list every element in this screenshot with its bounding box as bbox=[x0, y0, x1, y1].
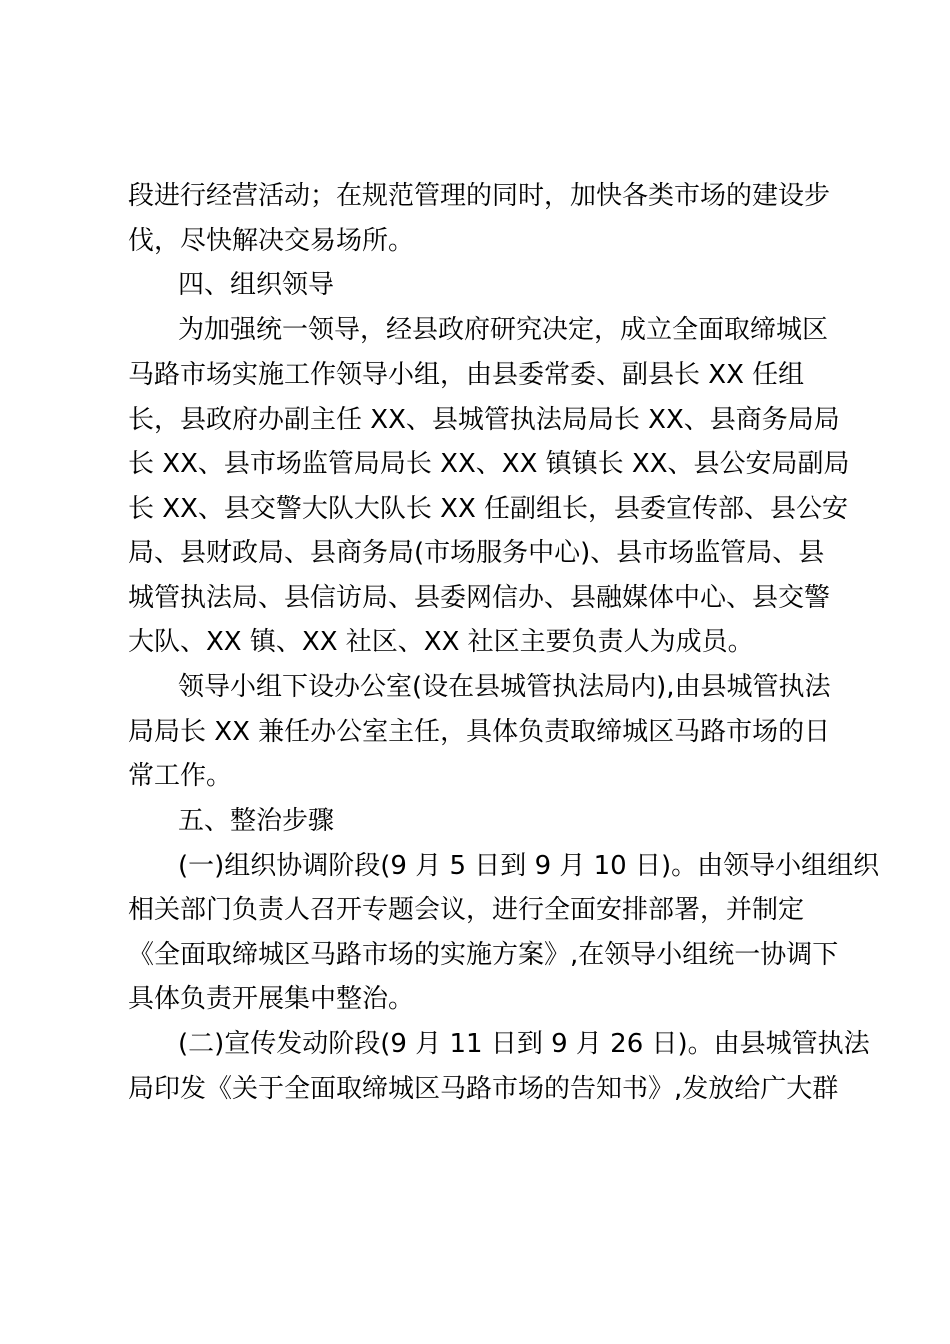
text-line: 段进行经营活动；在规范管理的同时，加快各类市场的建设步 bbox=[128, 181, 831, 211]
text-line: 为加强统一领导，经县政府研究决定，成立全面取缔城区 bbox=[178, 315, 829, 345]
text-line: (一)组织协调阶段(9 月 5 日到 9 月 10 日)。由领导小组组织 bbox=[178, 851, 880, 881]
text-line: 城管执法局、县信访局、县委网信办、县融媒体中心、县交警 bbox=[128, 583, 831, 613]
text-line: 大队、XX 镇、XX 社区、XX 社区主要负责人为成员。 bbox=[128, 627, 754, 657]
text-line: 长 XX、县市场监管局局长 XX、XX 镇镇长 XX、县公安局副局 bbox=[128, 449, 850, 479]
text-line: (二)宣传发动阶段(9 月 11 日到 9 月 26 日)。由县城管执法 bbox=[178, 1029, 870, 1059]
section-heading: 四、组织领导 bbox=[178, 270, 335, 300]
text-line: 领导小组下设办公室(设在县城管执法局内),由县城管执法 bbox=[178, 672, 831, 702]
text-line: 相关部门负责人召开专题会议，进行全面安排部署，并制定 bbox=[128, 895, 805, 925]
text-line: 马路市场实施工作领导小组，由县委常委、副县长 XX 任组 bbox=[128, 360, 805, 390]
text-line: 常工作。 bbox=[128, 761, 233, 791]
text-line: 伐，尽快解决交易场所。 bbox=[128, 226, 415, 256]
text-line: 《全面取缔城区马路市场的实施方案》,在领导小组统一协调下 bbox=[128, 940, 839, 970]
text-line: 局印发《关于全面取缔城区马路市场的告知书》,发放给广大群 bbox=[128, 1074, 839, 1104]
text-line: 局局长 XX 兼任办公室主任，具体负责取缔城区马路市场的日 bbox=[128, 717, 831, 747]
text-line: 长 XX、县交警大队大队长 XX 任副组长，县委宣传部、县公安 bbox=[128, 494, 849, 524]
section-heading: 五、整治步骤 bbox=[178, 806, 335, 836]
text-line: 具体负责开展集中整治。 bbox=[128, 984, 415, 1014]
text-line: 局、县财政局、县商务局(市场服务中心)、县市场监管局、县 bbox=[128, 538, 825, 568]
text-line: 长，县政府办副主任 XX、县城管执法局局长 XX、县商务局局 bbox=[128, 405, 840, 435]
